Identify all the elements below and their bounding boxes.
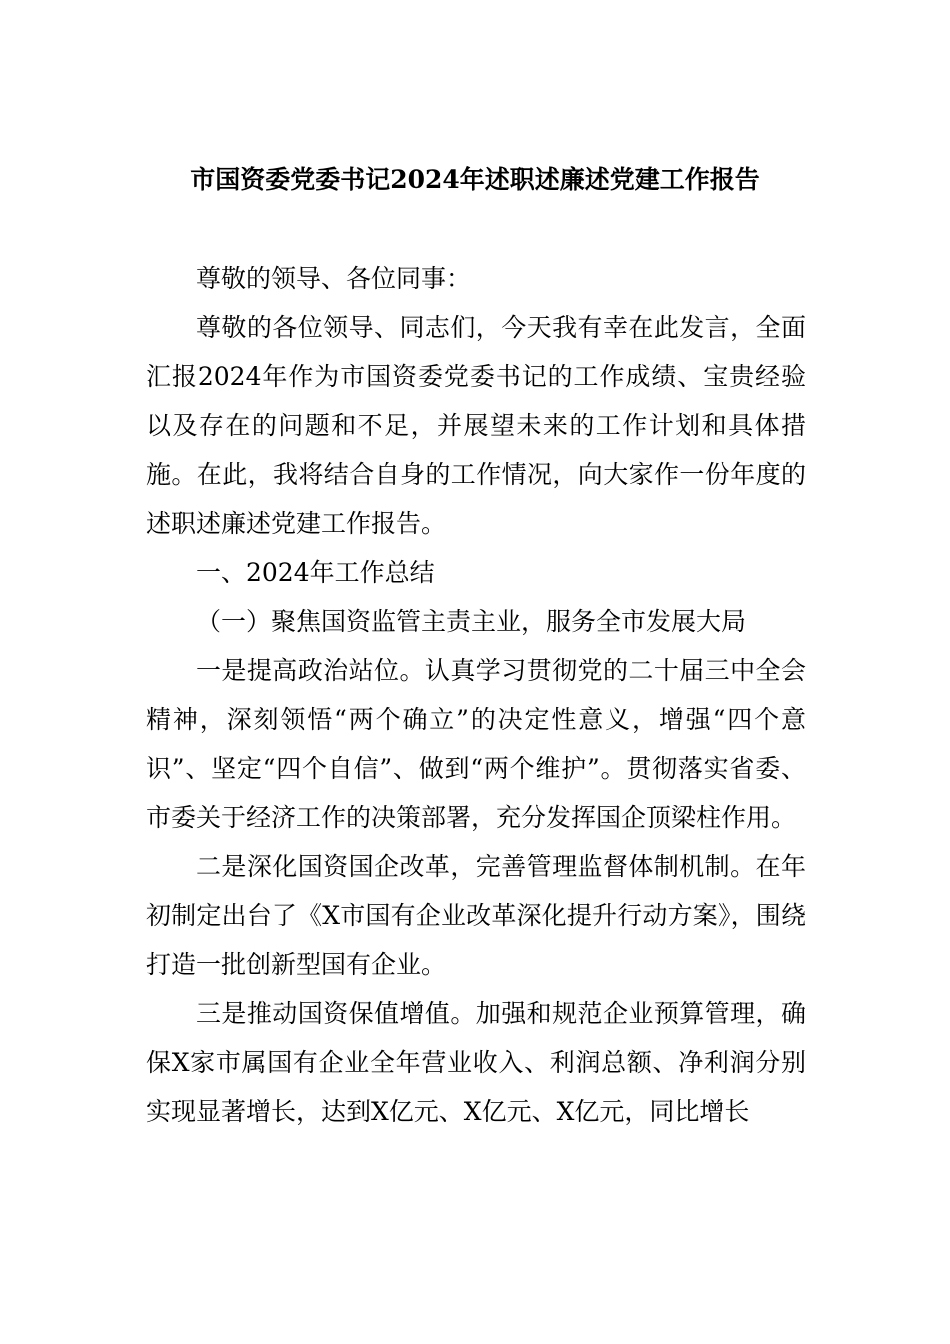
body-paragraph-2: 二是深化国资国企改革，完善管理监督体制机制。在年初制定出台了《X市国有企业改革深化提升行动方案》，围绕打造一批创新型国有企业。: [146, 852, 806, 979]
salutation-paragraph: 尊敬的领导、各位同事：: [196, 264, 472, 293]
body-paragraph-1: 一是提高政治站位。认真学习贯彻党的二十届三中全会精神，深刻领悟“两个确立”的决定性意义，增强“四个意识”、坚定“四个自信”、做到“两个维护”。贯彻落实省委、市委关于经济工作的决策部署，充分发挥国企顶梁柱作用。: [146, 656, 806, 832]
body-paragraph-3: 三是推动国资保值增值。加强和规范企业预算管理，确保X家市属国有企业全年营业收入、利润总额、净利润分别实现显著增长，达到X亿元、X亿元、X亿元，同比增长: [146, 999, 806, 1126]
subsection-heading: （一）聚焦国资监管主责主业，服务全市发展大局: [196, 607, 747, 636]
intro-paragraph: 尊敬的各位领导、同志们，今天我有幸在此发言，全面汇报2024年作为市国资委党委书记的工作成绩、宝贵经验以及存在的问题和不足，并展望未来的工作计划和具体措施。在此，我将结合自身的工作情况，向大家作一份年度的述职述廉述党建工作报告。: [146, 313, 806, 538]
document-title: 市国资委党委书记2024年述职述廉述党建工作报告: [190, 165, 760, 194]
section-heading: 一、2024年工作总结: [196, 558, 435, 587]
document-body: [146, 254, 806, 1136]
